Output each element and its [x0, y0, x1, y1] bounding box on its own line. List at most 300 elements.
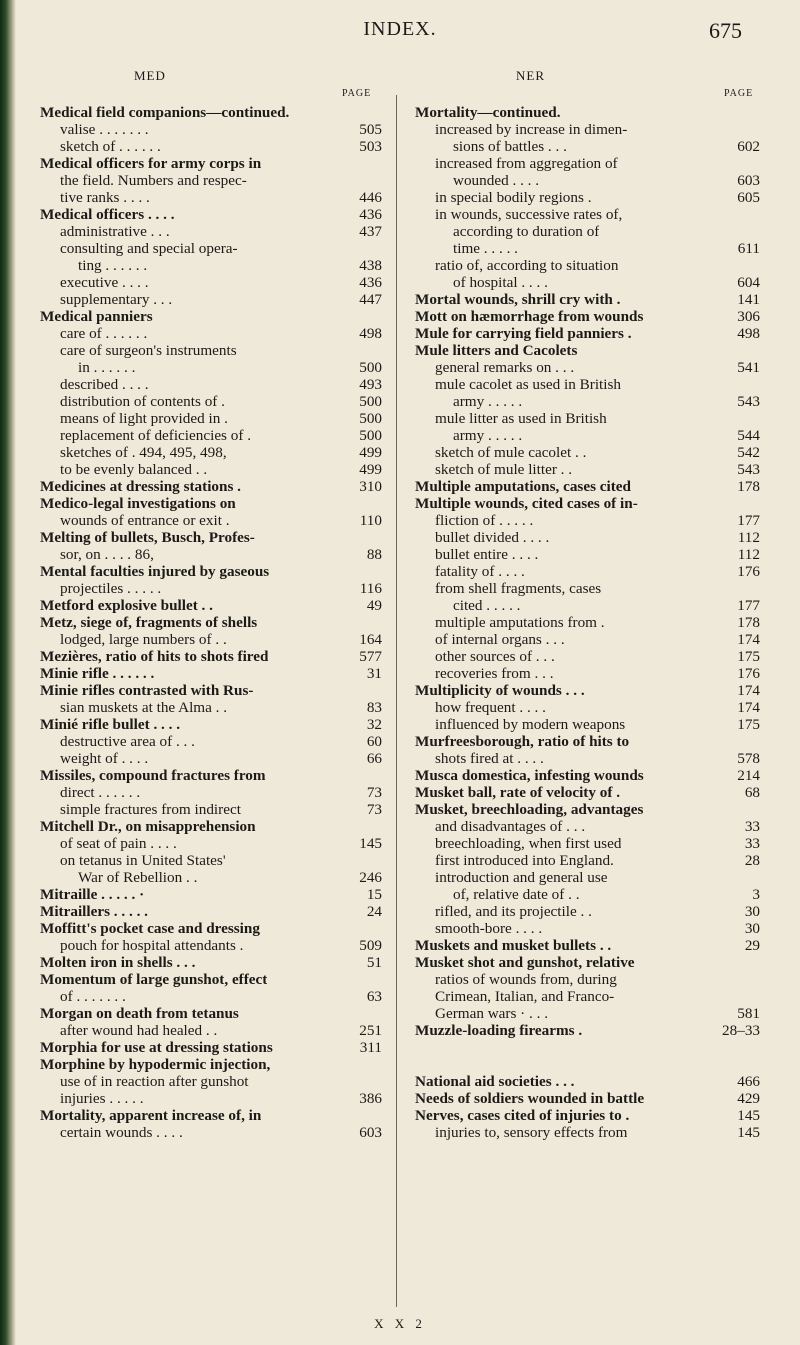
entry-page-ref: 31: [366, 665, 382, 682]
entry-text: pouch for hospital attendants .: [60, 937, 244, 954]
entry-page-ref: 177: [737, 512, 760, 529]
entry-text: Mental faculties injured by gaseous: [40, 563, 270, 580]
index-entry: [40, 342, 382, 359]
index-entry: [40, 495, 382, 512]
entry-page-ref: 436: [359, 206, 382, 223]
entry-text: general remarks on . . .: [435, 359, 575, 376]
index-entry: [415, 852, 760, 869]
entry-page-ref: 164: [359, 631, 382, 648]
entry-page-ref: 49: [366, 597, 382, 614]
entry-text: valise . . . . . . .: [60, 121, 149, 138]
entry-page-ref: 33: [744, 818, 760, 835]
entry-text: Medico-legal investigations on: [40, 495, 236, 512]
index-entry: [40, 376, 382, 393]
entry-text: ratio of, according to situation: [435, 257, 619, 274]
entry-text: in . . . . . .: [78, 359, 136, 376]
entry-text: use of in reaction after gunshot: [60, 1073, 249, 1090]
entry-text: Murfreesborough, ratio of hits to: [415, 733, 630, 750]
index-entry: [415, 614, 760, 631]
entry-page-ref: 311: [359, 1039, 382, 1056]
entry-text: National aid societies . . .: [415, 1073, 575, 1090]
entry-text: Molten iron in shells . . .: [40, 954, 196, 971]
entry-text: Metford explosive bullet . .: [40, 597, 213, 614]
index-entry: [40, 1107, 382, 1124]
entry-text: sian muskets at the Alma . .: [60, 699, 228, 716]
entry-text: of . . . . . . .: [60, 988, 126, 1005]
entry-text: Minié rifle bullet . . . .: [40, 716, 181, 733]
entry-page-ref: 214: [737, 767, 760, 784]
index-entry: [415, 818, 760, 835]
entry-page-ref: 541: [737, 359, 760, 376]
entry-text: Crimean, Italian, and Franco-: [435, 988, 615, 1005]
index-entry: [415, 121, 760, 138]
index-entry: [40, 359, 382, 376]
entry-page-ref: 509: [359, 937, 382, 954]
index-entry: [415, 308, 760, 325]
index-entry: [40, 529, 382, 546]
index-entry: [415, 648, 760, 665]
entry-text: Medicines at dressing stations .: [40, 478, 241, 495]
entry-text: lodged, large numbers of . .: [60, 631, 227, 648]
entry-page-ref: 542: [737, 444, 760, 461]
entry-text: Mezières, ratio of hits to shots fired: [40, 648, 269, 665]
entry-page-ref: 437: [359, 223, 382, 240]
entry-text: Mule for carrying field panniers .: [415, 325, 632, 342]
index-entry: [40, 512, 382, 529]
entry-text: of hospital . . . .: [453, 274, 548, 291]
entry-page-ref: 429: [737, 1090, 760, 1107]
entry-text: direct . . . . . .: [60, 784, 141, 801]
index-entry: [40, 954, 382, 971]
entry-text: fliction of . . . . .: [435, 512, 534, 529]
index-entry: [40, 716, 382, 733]
index-entry: [415, 257, 760, 274]
entry-page-ref: 578: [737, 750, 760, 767]
entry-text: of, relative date of . .: [453, 886, 580, 903]
entry-text: Medical panniers: [40, 308, 153, 325]
index-entry: [40, 631, 382, 648]
entry-text: Mule litters and Cacolets: [415, 342, 578, 359]
entry-text: how frequent . . . .: [435, 699, 546, 716]
index-entry: [40, 767, 382, 784]
index-entry: [415, 410, 760, 427]
index-entry: [415, 274, 760, 291]
right-page-label: PAGE: [724, 88, 754, 99]
index-entry: [40, 580, 382, 597]
entry-page-ref: 500: [359, 410, 382, 427]
entry-page-ref: 178: [737, 478, 760, 495]
entry-page-ref: 24: [366, 903, 382, 920]
entry-text: care of surgeon's instruments: [60, 342, 237, 359]
index-entry: [415, 444, 760, 461]
entry-text: described . . . .: [60, 376, 149, 393]
index-entry: [40, 546, 382, 563]
entry-page-ref: 466: [737, 1073, 760, 1090]
entry-text: Mitraille . . . . . ·: [40, 886, 145, 903]
index-entry: [415, 1124, 760, 1141]
entry-page-ref: 500: [359, 393, 382, 410]
entry-text: wounded . . . .: [453, 172, 540, 189]
index-entry: [415, 801, 760, 818]
entry-text: army . . . . .: [453, 393, 523, 410]
index-entry: [40, 971, 382, 988]
entry-page-ref: 603: [359, 1124, 382, 1141]
entry-text: Mortal wounds, shrill cry with .: [415, 291, 621, 308]
entry-page-ref: 493: [359, 376, 382, 393]
entry-text: sor, on . . . . 86,: [60, 546, 154, 563]
index-entry: [40, 257, 382, 274]
entry-text: sketch of mule litter . .: [435, 461, 573, 478]
index-entry: [40, 852, 382, 869]
index-entry: [40, 104, 382, 121]
index-entry: [415, 342, 760, 359]
entry-text: cited . . . . .: [453, 597, 521, 614]
entry-page-ref: 3: [752, 886, 760, 903]
index-entry: [40, 750, 382, 767]
entry-text: German wars · . . .: [435, 1005, 549, 1022]
index-entry: [40, 1039, 382, 1056]
entry-page-ref: 603: [737, 172, 760, 189]
entry-text: to be evenly balanced . .: [60, 461, 208, 478]
index-entry: [415, 971, 760, 988]
index-entry: [415, 682, 760, 699]
entry-text: ting . . . . . .: [78, 257, 148, 274]
entry-page-ref: 544: [737, 427, 760, 444]
index-entry: [40, 886, 382, 903]
entry-page-ref: 83: [366, 699, 382, 716]
entry-text: destructive area of . . .: [60, 733, 195, 750]
index-entry: [415, 189, 760, 206]
signature-mark: X X 2: [374, 1316, 426, 1331]
entry-page-ref: 577: [359, 648, 382, 665]
entry-page-ref: 88: [366, 546, 382, 563]
index-entry: [40, 784, 382, 801]
index-entry: [40, 801, 382, 818]
index-entry: [40, 648, 382, 665]
index-entry: [415, 886, 760, 903]
index-entry: [40, 699, 382, 716]
entry-text: Momentum of large gunshot, effect: [40, 971, 268, 988]
index-entry: [40, 614, 382, 631]
entry-text: in special bodily regions .: [435, 189, 592, 206]
entry-text: introduction and general use: [435, 869, 608, 886]
entry-page-ref: 141: [737, 291, 760, 308]
entry-page-ref: 505: [359, 121, 382, 138]
entry-page-ref: 174: [737, 682, 760, 699]
index-entry: [40, 427, 382, 444]
index-entry: [415, 461, 760, 478]
entry-text: Melting of bullets, Busch, Profes-: [40, 529, 255, 546]
entry-page-ref: 176: [737, 563, 760, 580]
index-entry: [415, 563, 760, 580]
index-entry: [40, 563, 382, 580]
index-entry: [40, 393, 382, 410]
index-entry: [40, 988, 382, 1005]
entry-text: means of light provided in .: [60, 410, 228, 427]
index-entry: [415, 750, 760, 767]
index-entry: [40, 818, 382, 835]
entry-text: supplementary . . .: [60, 291, 173, 308]
entry-text: weight of . . . .: [60, 750, 149, 767]
entry-page-ref: 446: [359, 189, 382, 206]
entry-text: Minie rifles contrasted with Rus-: [40, 682, 254, 699]
entry-text: Morphia for use at dressing stations: [40, 1039, 273, 1056]
entry-text: bullet entire . . . .: [435, 546, 539, 563]
index-entry: [415, 597, 760, 614]
entry-page-ref: 29: [744, 937, 760, 954]
entry-text: Multiple wounds, cited cases of in-: [415, 495, 638, 512]
page-title: INDEX.: [363, 18, 437, 40]
entry-text: Needs of soldiers wounded in battle: [415, 1090, 645, 1107]
entry-page-ref: 438: [359, 257, 382, 274]
entry-text: Moffitt's pocket case and dressing: [40, 920, 260, 937]
index-entry: [415, 478, 760, 495]
entry-text: simple fractures from indirect: [60, 801, 241, 818]
entry-page-ref: 174: [737, 699, 760, 716]
entry-text: Musca domestica, infesting wounds: [415, 767, 644, 784]
entry-page-ref: 543: [737, 461, 760, 478]
page-number: 675: [709, 18, 742, 43]
entry-text: on tetanus in United States': [60, 852, 226, 869]
index-entry: [415, 665, 760, 682]
entry-text: sketch of mule cacolet . .: [435, 444, 587, 461]
entry-text: Medical officers for army corps in: [40, 155, 262, 172]
entry-page-ref: 112: [737, 546, 760, 563]
index-entry: [40, 291, 382, 308]
index-entry: [415, 291, 760, 308]
entry-text: Mitraillers . . . . .: [40, 903, 148, 920]
entry-page-ref: 30: [744, 903, 760, 920]
entry-page-ref: 176: [737, 665, 760, 682]
entry-page-ref: 543: [737, 393, 760, 410]
index-entry: [415, 546, 760, 563]
index-entry: [40, 1022, 382, 1039]
index-entry: [40, 937, 382, 954]
entry-page-ref: 499: [359, 444, 382, 461]
entry-page-ref: 306: [737, 308, 760, 325]
entry-text: care of . . . . . .: [60, 325, 148, 342]
entry-page-ref: 28: [744, 852, 760, 869]
entry-page-ref: 63: [366, 988, 382, 1005]
entry-text: injuries to, sensory effects from: [435, 1124, 628, 1141]
entry-page-ref: 112: [737, 529, 760, 546]
entry-text: Muskets and musket bullets . .: [415, 937, 612, 954]
entry-text: Musket shot and gunshot, relative: [415, 954, 635, 971]
entry-text: Mott on hæmorrhage from wounds: [415, 308, 644, 325]
entry-text: of seat of pain . . . .: [60, 835, 177, 852]
index-entry: [40, 1090, 382, 1107]
index-entry: [415, 988, 760, 1005]
entry-text: of internal organs . . .: [435, 631, 565, 648]
entry-page-ref: 499: [359, 461, 382, 478]
entry-page-ref: 503: [359, 138, 382, 155]
entry-text: War of Rebellion . .: [78, 869, 198, 886]
index-entry: [40, 410, 382, 427]
index-entry: [415, 240, 760, 257]
entry-text: according to duration of: [453, 223, 600, 240]
book-binding-edge: [0, 0, 16, 1345]
entry-text: and disadvantages of . . .: [435, 818, 586, 835]
entry-page-ref: 30: [744, 920, 760, 937]
index-entry: [40, 223, 382, 240]
entry-text: mule litter as used in British: [435, 410, 607, 427]
entry-page-ref: 605: [737, 189, 760, 206]
entry-page-ref: 500: [359, 359, 382, 376]
entry-text: the field. Numbers and respec-: [60, 172, 247, 189]
entry-page-ref: 500: [359, 427, 382, 444]
entry-text: time . . . . .: [453, 240, 518, 257]
entry-text: Medical field companions—continued.: [40, 104, 290, 121]
index-entry: [415, 393, 760, 410]
entry-text: recoveries from . . .: [435, 665, 554, 682]
entry-text: breechloading, when first used: [435, 835, 622, 852]
index-entry: [415, 733, 760, 750]
entry-page-ref: 145: [737, 1107, 760, 1124]
index-entry: [415, 784, 760, 801]
entry-page-ref: 175: [737, 648, 760, 665]
running-head: [0, 18, 800, 48]
entry-text: increased from aggregation of: [435, 155, 618, 172]
left-page-label: PAGE: [342, 88, 372, 99]
entry-text: administrative . . .: [60, 223, 170, 240]
index-entry: [415, 104, 760, 121]
index-entry: [415, 835, 760, 852]
entry-page-ref: 498: [737, 325, 760, 342]
index-entry: [415, 359, 760, 376]
index-entry: [40, 206, 382, 223]
entry-page-ref: 28–33: [722, 1022, 760, 1039]
entry-page-ref: 33: [744, 835, 760, 852]
index-entry: [415, 138, 760, 155]
entry-text: Mortality—continued.: [415, 104, 561, 121]
entry-text: Medical officers . . . .: [40, 206, 175, 223]
entry-text: first introduced into England.: [435, 852, 614, 869]
index-entry: [415, 529, 760, 546]
entry-text: Musket ball, rate of velocity of .: [415, 784, 620, 801]
index-entry: [415, 1090, 760, 1107]
index-entry: [40, 478, 382, 495]
index-entry: [415, 954, 760, 971]
entry-text: in wounds, successive rates of,: [435, 206, 623, 223]
entry-text: shots fired at . . . .: [435, 750, 544, 767]
entry-text: certain wounds . . . .: [60, 1124, 183, 1141]
entry-page-ref: 581: [737, 1005, 760, 1022]
index-entry: [415, 869, 760, 886]
entry-text: sions of battles . . .: [453, 138, 567, 155]
entry-text: after wound had healed . .: [60, 1022, 218, 1039]
entry-text: Morphine by hypodermic injection,: [40, 1056, 271, 1073]
entry-page-ref: 145: [359, 835, 382, 852]
index-entry: [415, 716, 760, 733]
index-entry: [40, 920, 382, 937]
entry-text: consulting and special opera-: [60, 240, 238, 257]
index-entry: [40, 138, 382, 155]
index-entry: [415, 1005, 760, 1022]
index-entry: [415, 937, 760, 954]
entry-page-ref: 174: [737, 631, 760, 648]
entry-text: Muzzle-loading firearms .: [415, 1022, 583, 1039]
entry-page-ref: 66: [366, 750, 382, 767]
index-entry: [415, 376, 760, 393]
entry-text: influenced by modern weapons: [435, 716, 626, 733]
entry-text: sketches of . 494, 495, 498,: [60, 444, 227, 461]
index-entry: [40, 1124, 382, 1141]
entry-page-ref: 602: [737, 138, 760, 155]
index-entry: [40, 1056, 382, 1073]
entry-text: replacement of deficiencies of .: [60, 427, 252, 444]
entry-text: distribution of contents of .: [60, 393, 225, 410]
entry-text: mule cacolet as used in British: [435, 376, 622, 393]
index-entry: [415, 903, 760, 920]
entry-text: increased by increase in dimen-: [435, 121, 628, 138]
index-entry: [40, 189, 382, 206]
index-entry: [415, 920, 760, 937]
entry-page-ref: 116: [359, 580, 382, 597]
index-entry: [415, 699, 760, 716]
entry-text: Musket, breechloading, advantages: [415, 801, 644, 818]
left-index-column: [40, 104, 382, 1141]
entry-page-ref: 73: [366, 801, 382, 818]
entry-text: Mitchell Dr., on misapprehension: [40, 818, 256, 835]
index-entry: [40, 172, 382, 189]
entry-text: army . . . . .: [453, 427, 523, 444]
index-entry: [40, 274, 382, 291]
index-entry: [415, 325, 760, 342]
entry-text: Nerves, cases cited of injuries to .: [415, 1107, 630, 1124]
entry-text: Morgan on death from tetanus: [40, 1005, 239, 1022]
index-entry: [40, 835, 382, 852]
entry-text: tive ranks . . . .: [60, 189, 150, 206]
entry-page-ref: 310: [359, 478, 382, 495]
index-entry: [40, 1073, 382, 1090]
entry-text: other sources of . . .: [435, 648, 555, 665]
column-divider: [396, 95, 397, 1307]
index-entry: [415, 172, 760, 189]
entry-page-ref: 447: [359, 291, 382, 308]
entry-page-ref: 604: [737, 274, 760, 291]
index-entry: [40, 121, 382, 138]
entry-text: Multiplicity of wounds . . .: [415, 682, 585, 699]
entry-page-ref: 436: [359, 274, 382, 291]
entry-text: smooth-bore . . . .: [435, 920, 543, 937]
index-entry: [40, 733, 382, 750]
entry-page-ref: 175: [737, 716, 760, 733]
index-entry: [415, 155, 760, 172]
entry-page-ref: 246: [359, 869, 382, 886]
entry-text: Mortality, apparent increase of, in: [40, 1107, 262, 1124]
entry-page-ref: 32: [366, 716, 382, 733]
index-entry: [415, 223, 760, 240]
index-entry: [40, 597, 382, 614]
entry-text: executive . . . .: [60, 274, 149, 291]
entry-page-ref: 60: [366, 733, 382, 750]
entry-text: Multiple amputations, cases cited: [415, 478, 631, 495]
index-entry: [40, 903, 382, 920]
index-entry: [415, 512, 760, 529]
entry-text: from shell fragments, cases: [435, 580, 602, 597]
entry-text: Minie rifle . . . . . .: [40, 665, 155, 682]
index-entry: [40, 444, 382, 461]
index-entry: [40, 682, 382, 699]
entry-page-ref: 178: [737, 614, 760, 631]
entry-text: bullet divided . . . .: [435, 529, 550, 546]
entry-text: rifled, and its projectile . .: [435, 903, 592, 920]
entry-text: Missiles, compound fractures from: [40, 767, 266, 784]
entry-page-ref: 73: [366, 784, 382, 801]
index-entry: [40, 665, 382, 682]
entry-page-ref: 386: [359, 1090, 382, 1107]
entry-page-ref: 110: [359, 512, 382, 529]
